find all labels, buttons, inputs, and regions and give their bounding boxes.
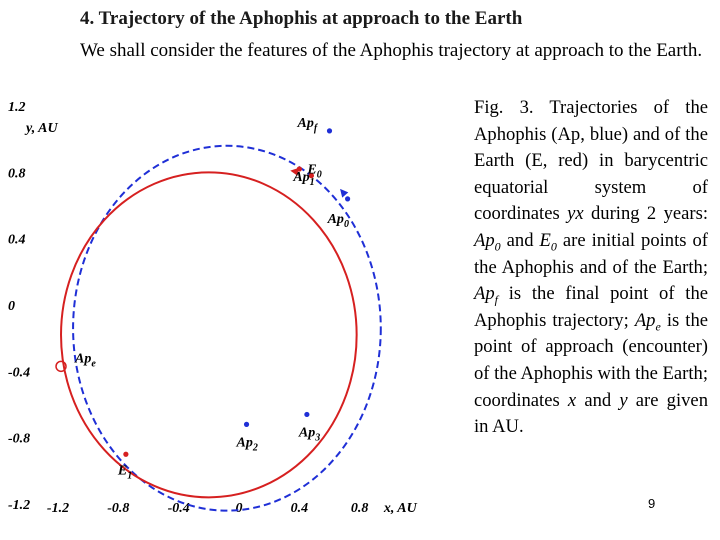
y-tick-label: -1.2 — [8, 498, 31, 513]
y-axis-label: y, AU — [26, 121, 58, 136]
caption-lead: Fig. 3. Trajectories of the Aphophis (Ap, blue) and of the Earth (E, red) in barycentric equatorial system of coordinates — [474, 97, 708, 225]
y-tick-label: -0.4 — [8, 365, 31, 381]
caption-ap0-sub: 0 — [494, 239, 501, 254]
figure-caption — [474, 95, 708, 441]
caption-coords: yx — [567, 203, 584, 225]
point-label-subscript: 2 — [252, 442, 258, 454]
y-tick-label: 1.2 — [8, 100, 26, 115]
aphophis-orbit-line — [73, 146, 381, 511]
caption-and: and — [500, 229, 540, 251]
page-number: 9 — [648, 496, 656, 511]
caption-x-var: x — [567, 389, 577, 411]
y-tick-label: 0.8 — [8, 166, 26, 182]
caption-apf-sub: f — [494, 292, 498, 307]
caption-and2: and — [576, 389, 620, 411]
caption-ap0 — [474, 229, 501, 254]
aphophis-direction-arrow — [340, 189, 348, 198]
point-marker-e1 — [123, 452, 128, 457]
slide-title: 4. Trajectory of the Aphophis at approach to the Earth — [80, 8, 523, 29]
point-marker-apf — [327, 128, 332, 133]
caption-y-var: y — [619, 389, 628, 411]
caption-ape-sub: e — [655, 319, 661, 334]
caption-final: is the final point of the Aphophis trajectory; — [474, 283, 708, 331]
caption-units: are given in AU. — [474, 389, 708, 438]
y-tick-label: 0.4 — [8, 232, 26, 248]
y-tick-label: 0 — [8, 299, 15, 314]
x-tick-label: 0 — [235, 501, 243, 516]
point-label-subscript: f — [313, 122, 318, 134]
point-label-e0: $E_0$ — [307, 162, 322, 181]
caption-apf-base: Ap — [474, 283, 495, 305]
x-axis-label: x, AU — [383, 501, 417, 516]
point-label-subscript: e — [91, 358, 96, 370]
point-label-subscript: 0 — [343, 218, 349, 230]
caption-e0-base: E — [539, 229, 551, 251]
caption-during: during 2 years: — [583, 203, 708, 225]
point-label-ap1: $Ap_1$ — [293, 170, 315, 189]
point-label-subscript: 1 — [309, 177, 315, 189]
caption-ap0-base: Ap — [474, 229, 495, 251]
x-tick-label: -1.2 — [46, 501, 70, 516]
point-label-subscript: 0 — [316, 169, 322, 181]
x-tick-label: 0.4 — [290, 501, 309, 516]
point-label-e1: $E_1$ — [117, 463, 133, 482]
point-label-subscript: 3 — [315, 432, 321, 444]
caption-e0 — [539, 229, 557, 254]
point-marker-ap0 — [345, 196, 350, 201]
caption-initial: are initial points of the Aphophis and of the Earth; — [474, 229, 708, 278]
caption-ape-base: Ap — [634, 309, 656, 331]
trajectory-chart — [0, 92, 472, 522]
point-marker-ap3 — [304, 412, 309, 417]
point-label-ap2: $Ap_2$ — [236, 435, 258, 454]
point-marker-ap2 — [244, 422, 249, 427]
caption-e0-sub: 0 — [550, 239, 557, 254]
point-label-apf: $Ap_f$ — [297, 115, 318, 134]
intro-text: We shall consider the features of the Aphophis trajectory at approach to the Earth. — [80, 40, 703, 61]
caption-apf — [474, 283, 498, 307]
x-tick-label: -0.4 — [167, 501, 190, 516]
point-label-ap3: $Ap_3$ — [298, 425, 321, 444]
x-tick-label: 0.8 — [350, 501, 369, 516]
caption-ape — [634, 309, 661, 334]
point-label-subscript: 1 — [127, 470, 133, 482]
y-tick-label: -0.8 — [8, 431, 31, 447]
x-tick-label: -0.8 — [107, 501, 130, 516]
point-label-ap0: $Ap_0$ — [327, 211, 349, 230]
point-label-ape: $Ap_e$ — [75, 351, 96, 370]
caption-approach: is the point of approach (encounter) of the Aphophis with the Earth; coordinates — [474, 309, 709, 411]
